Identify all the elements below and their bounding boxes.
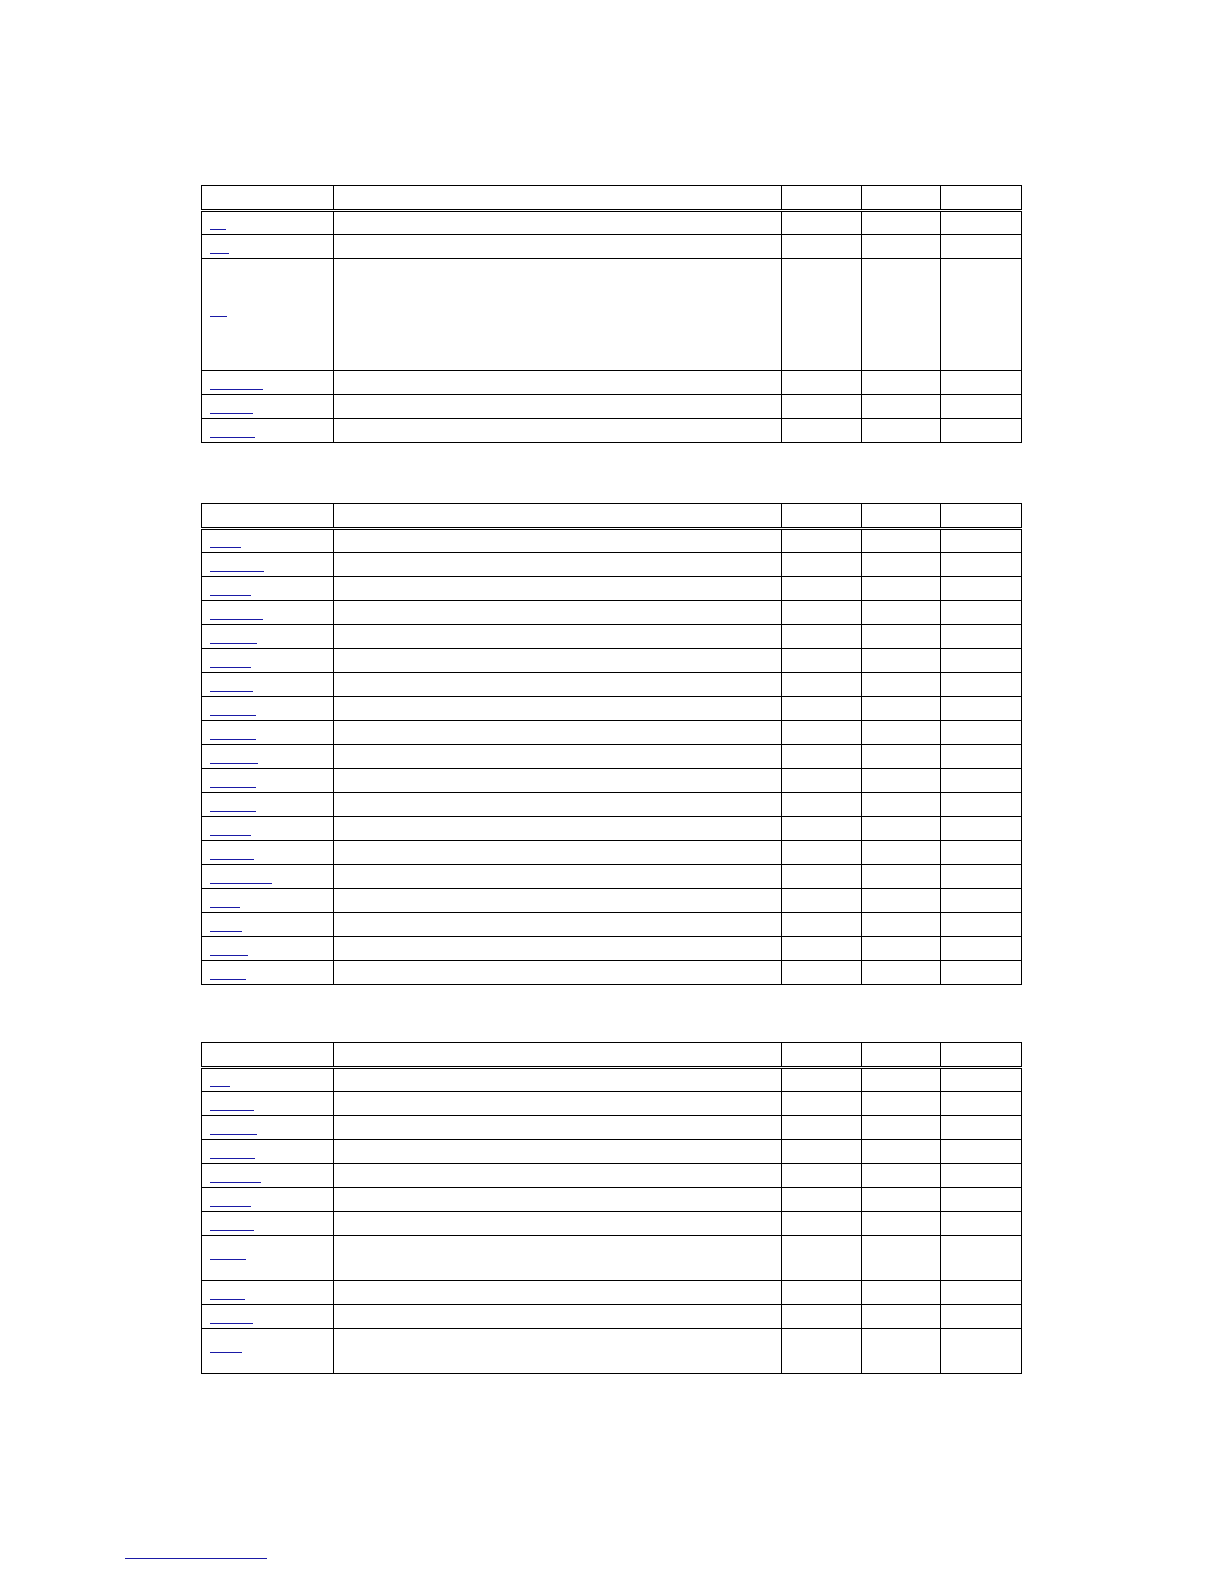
table-row [202,625,1022,649]
col-c-cell [941,601,1022,625]
description-cell [334,673,782,697]
col-c-cell [941,1140,1022,1164]
col-c-cell [941,1188,1022,1212]
row-link[interactable] [210,905,240,908]
col-b-cell [862,529,941,553]
col-c-cell [941,673,1022,697]
id-cell [202,817,334,841]
col-a-cell [782,419,862,443]
table-row [202,1092,1022,1116]
col-c-cell [941,793,1022,817]
description-cell [334,211,782,235]
col-c-cell [941,817,1022,841]
description-cell [334,1116,782,1140]
col-c-cell [941,395,1022,419]
document-table-1 [201,185,1022,443]
table-body [202,504,1022,985]
col-a-cell [782,211,862,235]
table-row [202,211,1022,235]
id-cell [202,395,334,419]
table-row [202,697,1022,721]
row-link[interactable] [210,1132,257,1135]
row-link[interactable] [210,785,256,788]
col-b-cell [862,649,941,673]
col-b-cell [862,841,941,865]
col-c-cell [941,553,1022,577]
header-description-cell [334,1043,782,1068]
row-link[interactable] [210,737,256,740]
col-a-cell [782,1305,862,1329]
row-link[interactable] [210,251,229,254]
col-b-cell [862,1116,941,1140]
id-cell [202,1116,334,1140]
header-col-a-cell [782,1043,862,1068]
row-link[interactable] [210,809,256,812]
col-b-cell [862,913,941,937]
col-a-cell [782,235,862,259]
row-link[interactable] [210,977,246,980]
col-a-cell [782,889,862,913]
col-b-cell [862,1188,941,1212]
row-link[interactable] [210,1156,255,1159]
description-cell [334,419,782,443]
col-c-cell [941,961,1022,985]
col-b-cell [862,673,941,697]
description-cell [334,721,782,745]
header-col-c-cell [941,504,1022,529]
col-a-cell [782,1092,862,1116]
id-cell [202,259,334,371]
description-cell [334,601,782,625]
col-a-cell [782,865,862,889]
table-row [202,1305,1022,1329]
row-link[interactable] [210,833,251,836]
header-col-a-cell [782,186,862,211]
id-cell [202,697,334,721]
id-cell [202,1212,334,1236]
col-b-cell [862,395,941,419]
col-b-cell [862,961,941,985]
col-c-cell [941,419,1022,443]
col-b-cell [862,235,941,259]
col-c-cell [941,371,1022,395]
table-row [202,937,1022,961]
col-a-cell [782,529,862,553]
row-link[interactable] [210,1321,253,1324]
id-cell [202,889,334,913]
table-row [202,235,1022,259]
col-a-cell [782,1116,862,1140]
row-link[interactable] [210,387,263,390]
col-b-cell [862,259,941,371]
col-c-cell [941,1305,1022,1329]
table-row [202,1236,1022,1281]
row-link[interactable] [210,1297,245,1300]
description-cell [334,625,782,649]
header-col-a-cell [782,504,862,529]
col-c-cell [941,889,1022,913]
col-b-cell [862,697,941,721]
header-col-c-cell [941,186,1022,211]
col-b-cell [862,745,941,769]
col-a-cell [782,841,862,865]
row-link[interactable] [210,617,263,620]
table-row [202,1212,1022,1236]
header-col-b-cell [862,504,941,529]
description-cell [334,1092,782,1116]
id-cell [202,371,334,395]
table-row [202,1164,1022,1188]
col-c-cell [941,1116,1022,1140]
table-row [202,673,1022,697]
description-cell [334,1140,782,1164]
footer-link[interactable] [125,1557,267,1559]
row-link[interactable] [210,881,272,884]
col-b-cell [862,1329,941,1374]
id-cell [202,1329,334,1374]
col-a-cell [782,1236,862,1281]
header-id-cell [202,186,334,211]
row-link[interactable] [210,689,253,692]
col-a-cell [782,259,862,371]
id-cell [202,1188,334,1212]
col-c-cell [941,259,1022,371]
id-cell [202,1092,334,1116]
col-b-cell [862,211,941,235]
col-c-cell [941,625,1022,649]
col-a-cell [782,601,862,625]
col-c-cell [941,235,1022,259]
table-row [202,1068,1022,1092]
col-b-cell [862,721,941,745]
description-cell [334,395,782,419]
table-row [202,601,1022,625]
col-b-cell [862,1068,941,1092]
id-cell [202,419,334,443]
row-link[interactable] [210,1084,230,1087]
row-link[interactable] [210,227,226,230]
table-row [202,553,1022,577]
col-b-cell [862,817,941,841]
description-cell [334,937,782,961]
col-b-cell [862,1212,941,1236]
description-cell [334,961,782,985]
col-b-cell [862,793,941,817]
id-cell [202,793,334,817]
table-row [202,259,1022,371]
col-a-cell [782,721,862,745]
row-link[interactable] [210,314,227,317]
id-cell [202,913,334,937]
row-link[interactable] [210,641,257,644]
description-cell [334,1068,782,1092]
table-row [202,913,1022,937]
table-header-row [202,1043,1022,1068]
id-cell [202,649,334,673]
description-cell [334,697,782,721]
col-c-cell [941,913,1022,937]
table-header-row [202,504,1022,529]
col-a-cell [782,1212,862,1236]
col-a-cell [782,553,862,577]
description-cell [334,371,782,395]
col-a-cell [782,1140,862,1164]
description-cell [334,865,782,889]
id-cell [202,553,334,577]
table-row [202,865,1022,889]
row-link[interactable] [210,1228,254,1231]
description-cell [334,1212,782,1236]
table-row [202,745,1022,769]
header-col-b-cell [862,1043,941,1068]
col-c-cell [941,1212,1022,1236]
table-row [202,419,1022,443]
description-cell [334,841,782,865]
col-a-cell [782,1329,862,1374]
description-cell [334,1188,782,1212]
id-cell [202,211,334,235]
id-cell [202,1068,334,1092]
row-link[interactable] [210,569,264,572]
col-a-cell [782,1281,862,1305]
col-a-cell [782,649,862,673]
col-c-cell [941,649,1022,673]
col-b-cell [862,371,941,395]
id-cell [202,529,334,553]
description-cell [334,1164,782,1188]
description-cell [334,1236,782,1281]
col-b-cell [862,419,941,443]
table-row [202,721,1022,745]
header-description-cell [334,504,782,529]
row-link[interactable] [210,665,251,668]
description-cell [334,769,782,793]
description-cell [334,553,782,577]
table-row [202,529,1022,553]
col-b-cell [862,625,941,649]
col-c-cell [941,1281,1022,1305]
description-cell [334,577,782,601]
table-row [202,1116,1022,1140]
row-link[interactable] [210,857,254,860]
table-row [202,889,1022,913]
id-cell [202,625,334,649]
col-b-cell [862,577,941,601]
description-cell [334,889,782,913]
id-cell [202,865,334,889]
id-cell [202,769,334,793]
id-cell [202,1236,334,1281]
row-link[interactable] [210,435,255,438]
row-link[interactable] [210,953,248,956]
id-cell [202,721,334,745]
description-cell [334,1281,782,1305]
table-row [202,1281,1022,1305]
table-header-row [202,186,1022,211]
id-cell [202,745,334,769]
description-cell [334,235,782,259]
col-a-cell [782,937,862,961]
table-row [202,577,1022,601]
table-row [202,1329,1022,1374]
col-c-cell [941,721,1022,745]
col-a-cell [782,625,862,649]
col-b-cell [862,865,941,889]
col-c-cell [941,1329,1022,1374]
col-a-cell [782,371,862,395]
description-cell [334,793,782,817]
id-cell [202,1164,334,1188]
document-table-2 [201,503,1022,985]
id-cell [202,673,334,697]
col-b-cell [862,1092,941,1116]
col-a-cell [782,745,862,769]
col-a-cell [782,913,862,937]
col-c-cell [941,1164,1022,1188]
row-link[interactable] [210,411,253,414]
id-cell [202,601,334,625]
table-body [202,1043,1022,1374]
col-c-cell [941,937,1022,961]
col-c-cell [941,769,1022,793]
id-cell [202,841,334,865]
col-c-cell [941,1068,1022,1092]
col-a-cell [782,577,862,601]
col-b-cell [862,889,941,913]
table-row [202,841,1022,865]
col-c-cell [941,529,1022,553]
col-b-cell [862,1305,941,1329]
description-cell [334,817,782,841]
col-c-cell [941,1092,1022,1116]
row-link[interactable] [210,929,242,932]
id-cell [202,961,334,985]
id-cell [202,235,334,259]
col-a-cell [782,1164,862,1188]
col-c-cell [941,211,1022,235]
col-a-cell [782,793,862,817]
col-a-cell [782,817,862,841]
row-link[interactable] [210,593,251,596]
header-description-cell [334,186,782,211]
id-cell [202,937,334,961]
id-cell [202,1281,334,1305]
description-cell [334,649,782,673]
id-cell [202,1140,334,1164]
col-b-cell [862,937,941,961]
description-cell [334,913,782,937]
col-b-cell [862,769,941,793]
table-row [202,1188,1022,1212]
col-a-cell [782,961,862,985]
col-c-cell [941,745,1022,769]
row-link[interactable] [210,1257,246,1260]
row-link[interactable] [210,761,258,764]
col-c-cell [941,577,1022,601]
row-link[interactable] [210,1180,261,1183]
col-b-cell [862,553,941,577]
row-link[interactable] [210,1350,242,1353]
col-a-cell [782,697,862,721]
col-c-cell [941,865,1022,889]
col-b-cell [862,1281,941,1305]
table-row [202,649,1022,673]
col-b-cell [862,1140,941,1164]
id-cell [202,1305,334,1329]
table-body [202,186,1022,443]
description-cell [334,1305,782,1329]
table-row [202,817,1022,841]
document-table-3 [201,1042,1022,1374]
col-a-cell [782,673,862,697]
col-c-cell [941,697,1022,721]
col-c-cell [941,1236,1022,1281]
col-b-cell [862,1236,941,1281]
row-link[interactable] [210,1108,254,1111]
description-cell [334,259,782,371]
col-a-cell [782,1068,862,1092]
col-c-cell [941,841,1022,865]
col-b-cell [862,601,941,625]
col-a-cell [782,1188,862,1212]
row-link[interactable] [210,545,241,548]
id-cell [202,577,334,601]
col-a-cell [782,395,862,419]
table-row [202,793,1022,817]
header-id-cell [202,1043,334,1068]
description-cell [334,1329,782,1374]
description-cell [334,529,782,553]
table-row [202,961,1022,985]
col-a-cell [782,769,862,793]
header-col-c-cell [941,1043,1022,1068]
row-link[interactable] [210,713,256,716]
table-row [202,769,1022,793]
header-id-cell [202,504,334,529]
table-row [202,371,1022,395]
col-b-cell [862,1164,941,1188]
header-col-b-cell [862,186,941,211]
table-row [202,1140,1022,1164]
table-row [202,395,1022,419]
description-cell [334,745,782,769]
row-link[interactable] [210,1204,251,1207]
